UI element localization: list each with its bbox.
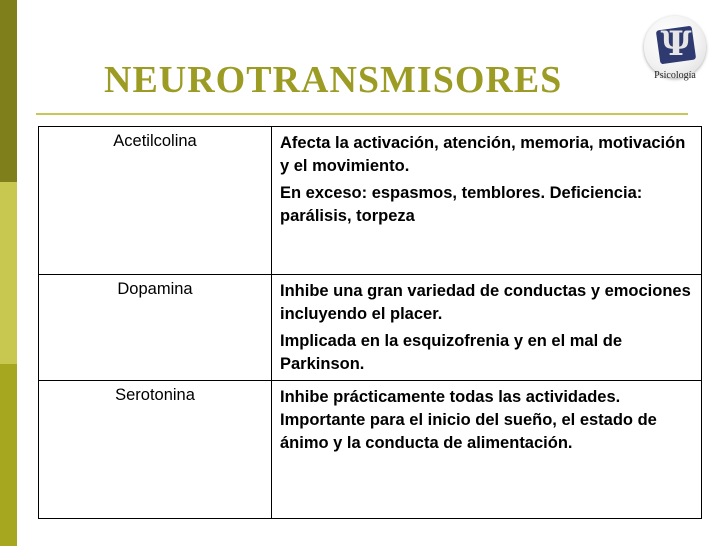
description-line: Implicada en la esquizofrenia y en el mal de Parkinson. (280, 332, 623, 373)
table-row (39, 127, 702, 275)
psi-icon: Ψ (660, 24, 692, 64)
side-bar-segment-middle (0, 182, 17, 364)
title-underline (36, 113, 688, 115)
neurotransmitter-name: Acetilcolina (39, 127, 272, 275)
side-bar-segment-top (0, 0, 17, 182)
side-bar-segment-bottom (0, 364, 17, 546)
neurotransmitter-table (38, 126, 702, 519)
description-line: Inhibe prácticamente todas las actividades. Importante para el inicio del sueño, el estado de ánimo y la conducta de alimentación. (280, 388, 657, 452)
neurotransmitter-description (272, 275, 702, 381)
table-row (39, 381, 702, 519)
neurotransmitter-description (272, 127, 702, 275)
side-accent-bar (0, 0, 17, 546)
logo-caption: Psicología (654, 70, 696, 81)
description-line: Inhibe una gran variedad de conductas y emociones incluyendo el placer. (280, 282, 691, 323)
neurotransmitter-name: Serotonina (39, 381, 272, 519)
description-line: En exceso: espasmos, temblores. Deficiencia: parálisis, torpeza (280, 184, 643, 225)
table-row (39, 275, 702, 381)
description-line: Afecta la activación, atención, memoria, motivación y el movimiento. (280, 134, 686, 175)
psicologia-logo (638, 16, 712, 86)
neurotransmitter-name: Dopamina (39, 275, 272, 381)
neurotransmitter-description (272, 381, 702, 519)
slide-title: NEUROTRANSMISORES (104, 59, 563, 101)
